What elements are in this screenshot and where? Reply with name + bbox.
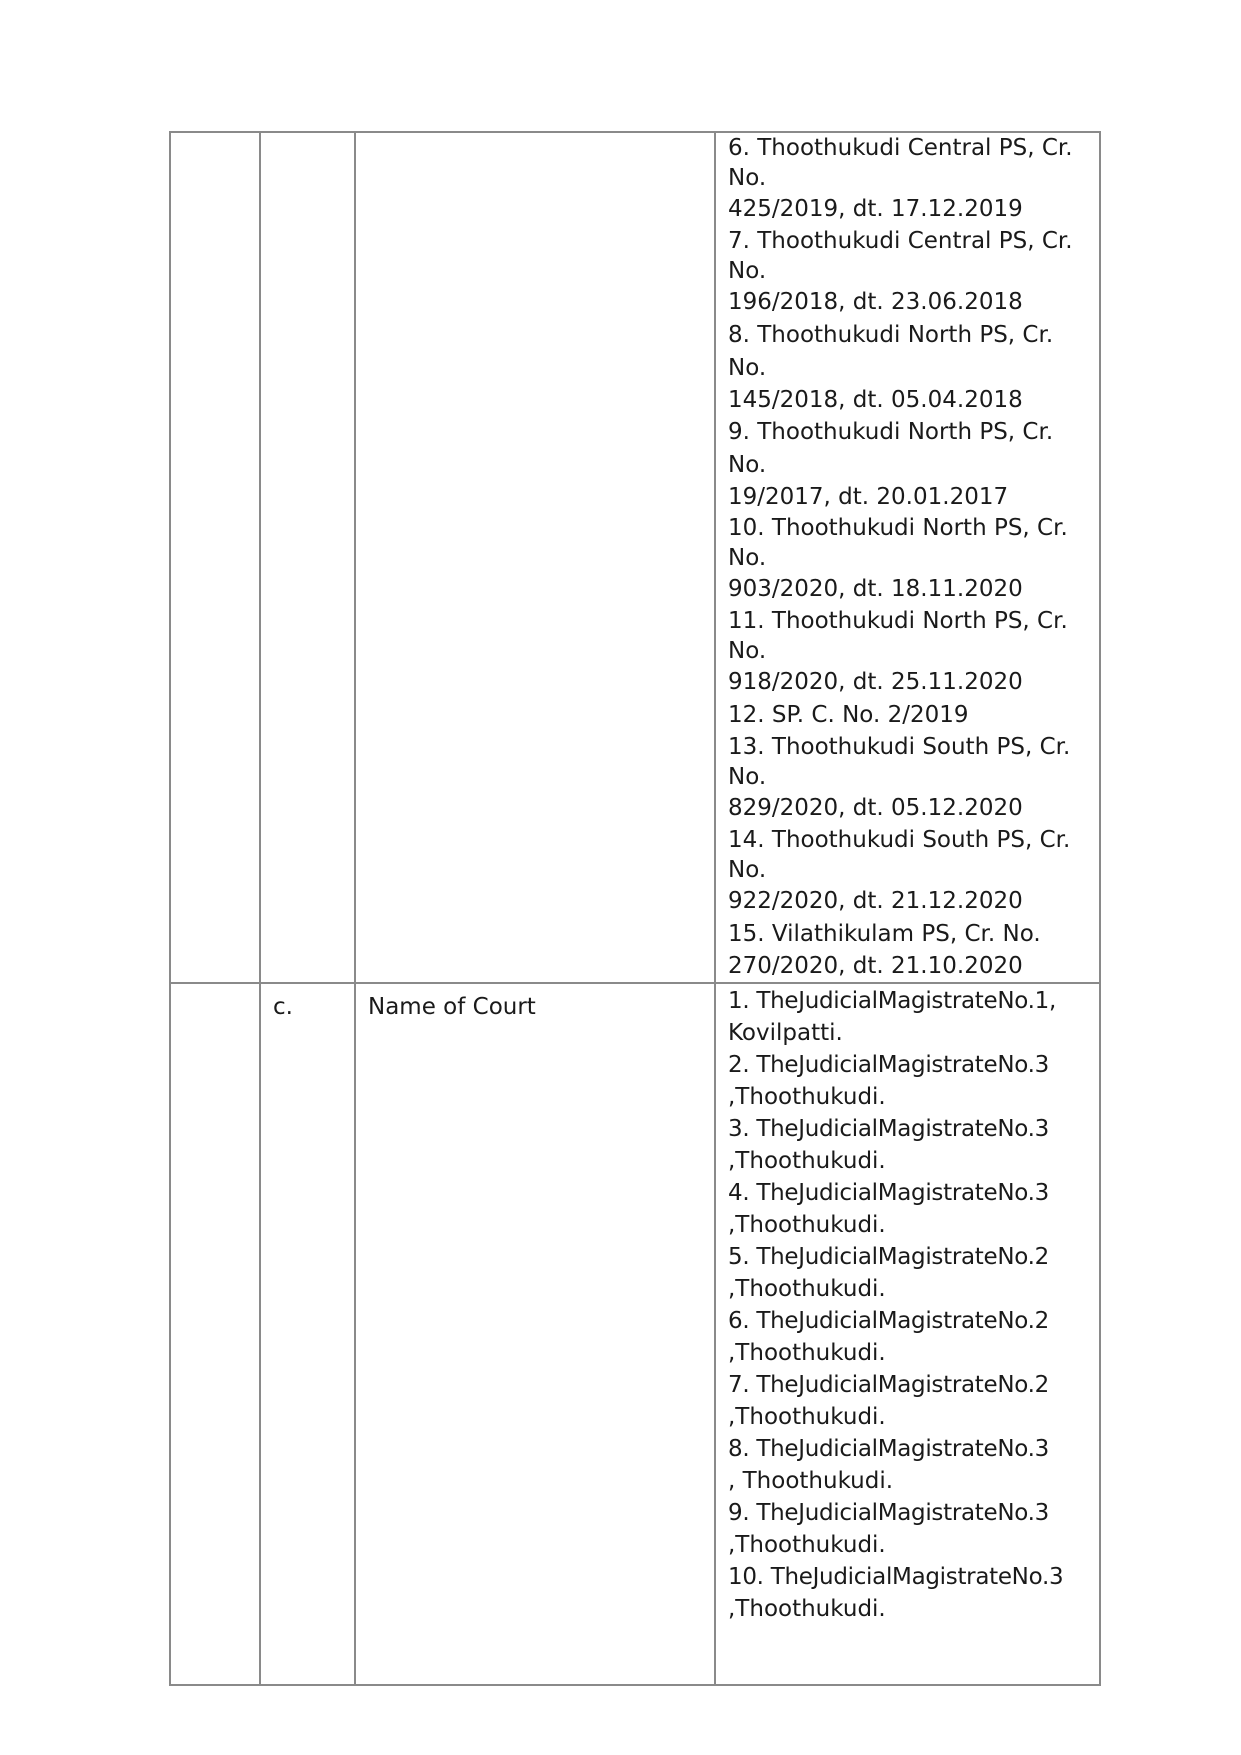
- label-cell: [355, 983, 715, 1685]
- court-line: 1. TheJudicialMagistrateNo.1,: [728, 988, 1056, 1014]
- case-line: 7. Thoothukudi Central PS, Cr.: [728, 228, 1073, 254]
- case-line-wrap: No.: [728, 764, 767, 790]
- case-entry: [728, 226, 1095, 319]
- item-cell: [260, 983, 355, 1685]
- court-place: ,Thoothukudi.: [728, 1532, 886, 1558]
- court-entry: [728, 1497, 1095, 1561]
- case-line: 8. Thoothukudi North PS, Cr. No.: [728, 322, 1054, 381]
- court-place: ,Thoothukudi.: [728, 1084, 886, 1110]
- court-place: ,Thoothukudi.: [728, 1276, 886, 1302]
- court-place: Kovilpatti.: [728, 1020, 843, 1046]
- court-entry: [728, 1241, 1095, 1305]
- court-entry: [728, 1049, 1095, 1113]
- court-line: 6. TheJudicialMagistrateNo.2: [728, 1308, 1049, 1334]
- case-entry: [728, 133, 1095, 226]
- court-place: , Thoothukudi.: [728, 1468, 894, 1494]
- court-place: ,Thoothukudi.: [728, 1404, 886, 1430]
- case-line: 11. Thoothukudi North PS, Cr.: [728, 608, 1068, 634]
- case-list-cell: [715, 132, 1100, 983]
- case-line: 14. Thoothukudi South PS, Cr.: [728, 827, 1071, 853]
- case-line: 13. Thoothukudi South PS, Cr.: [728, 734, 1071, 760]
- court-entry: [728, 1369, 1095, 1433]
- court-line: 5. TheJudicialMagistrateNo.2: [728, 1244, 1049, 1270]
- case-entry: [728, 825, 1095, 918]
- case-entry: [728, 416, 1095, 513]
- item-cell: [260, 132, 355, 983]
- case-line: 15. Vilathikulam PS, Cr. No.: [728, 921, 1041, 947]
- case-line-wrap: No.: [728, 545, 767, 571]
- field-label: Name of Court: [368, 994, 536, 1020]
- case-date: 918/2020, dt. 25.11.2020: [728, 669, 1023, 695]
- court-entry: [728, 1177, 1095, 1241]
- case-entry: [728, 319, 1095, 416]
- case-date: 922/2020, dt. 21.12.2020: [728, 888, 1023, 914]
- court-place: ,Thoothukudi.: [728, 1212, 886, 1238]
- label-cell: [355, 132, 715, 983]
- court-line: 4. TheJudicialMagistrateNo.3: [728, 1180, 1049, 1206]
- court-place: ,Thoothukudi.: [728, 1596, 886, 1622]
- serial-cell: [170, 983, 260, 1685]
- serial-cell: [170, 132, 260, 983]
- case-line: 9. Thoothukudi North PS, Cr. No.: [728, 419, 1054, 478]
- case-entry: [728, 918, 1095, 982]
- case-line-wrap: No.: [728, 165, 767, 191]
- court-entry: [728, 1433, 1095, 1497]
- case-date: 829/2020, dt. 05.12.2020: [728, 795, 1023, 821]
- court-entry: [728, 1561, 1095, 1625]
- court-entry: [728, 985, 1095, 1049]
- court-entry: [728, 1305, 1095, 1369]
- court-list: [716, 984, 1099, 1625]
- case-date: 425/2019, dt. 17.12.2019: [728, 196, 1023, 222]
- case-date: 145/2018, dt. 05.04.2018: [728, 387, 1023, 413]
- item-marker: c.: [273, 994, 293, 1020]
- case-date: 196/2018, dt. 23.06.2018: [728, 289, 1023, 315]
- court-line: 10. TheJudicialMagistrateNo.3: [728, 1564, 1064, 1590]
- case-line: 12. SP. C. No. 2/2019: [728, 702, 969, 728]
- court-place: ,Thoothukudi.: [728, 1340, 886, 1366]
- table-row-court: [170, 983, 1100, 1685]
- case-line-wrap: No.: [728, 857, 767, 883]
- case-entry: [728, 513, 1095, 606]
- case-entry: [728, 606, 1095, 699]
- case-entry: [728, 732, 1095, 825]
- court-list-cell: [715, 983, 1100, 1685]
- table-row-cases: [170, 132, 1100, 983]
- court-line: 8. TheJudicialMagistrateNo.3: [728, 1436, 1049, 1462]
- court-line: 3. TheJudicialMagistrateNo.3: [728, 1116, 1049, 1142]
- court-line: 7. TheJudicialMagistrateNo.2: [728, 1372, 1049, 1398]
- case-details-table: [169, 131, 1101, 1686]
- case-entry: [728, 699, 1095, 732]
- case-line: 6. Thoothukudi Central PS, Cr.: [728, 135, 1073, 161]
- case-date: 19/2017, dt. 20.01.2017: [728, 484, 1009, 510]
- case-line-wrap: No.: [728, 258, 767, 284]
- case-line-wrap: No.: [728, 638, 767, 664]
- court-line: 9. TheJudicialMagistrateNo.3: [728, 1500, 1049, 1526]
- case-date: 903/2020, dt. 18.11.2020: [728, 576, 1023, 602]
- case-list: [716, 133, 1099, 982]
- court-entry: [728, 1113, 1095, 1177]
- court-line: 2. TheJudicialMagistrateNo.3: [728, 1052, 1049, 1078]
- case-date: 270/2020, dt. 21.10.2020: [728, 953, 1023, 979]
- court-place: ,Thoothukudi.: [728, 1148, 886, 1174]
- case-line: 10. Thoothukudi North PS, Cr.: [728, 515, 1068, 541]
